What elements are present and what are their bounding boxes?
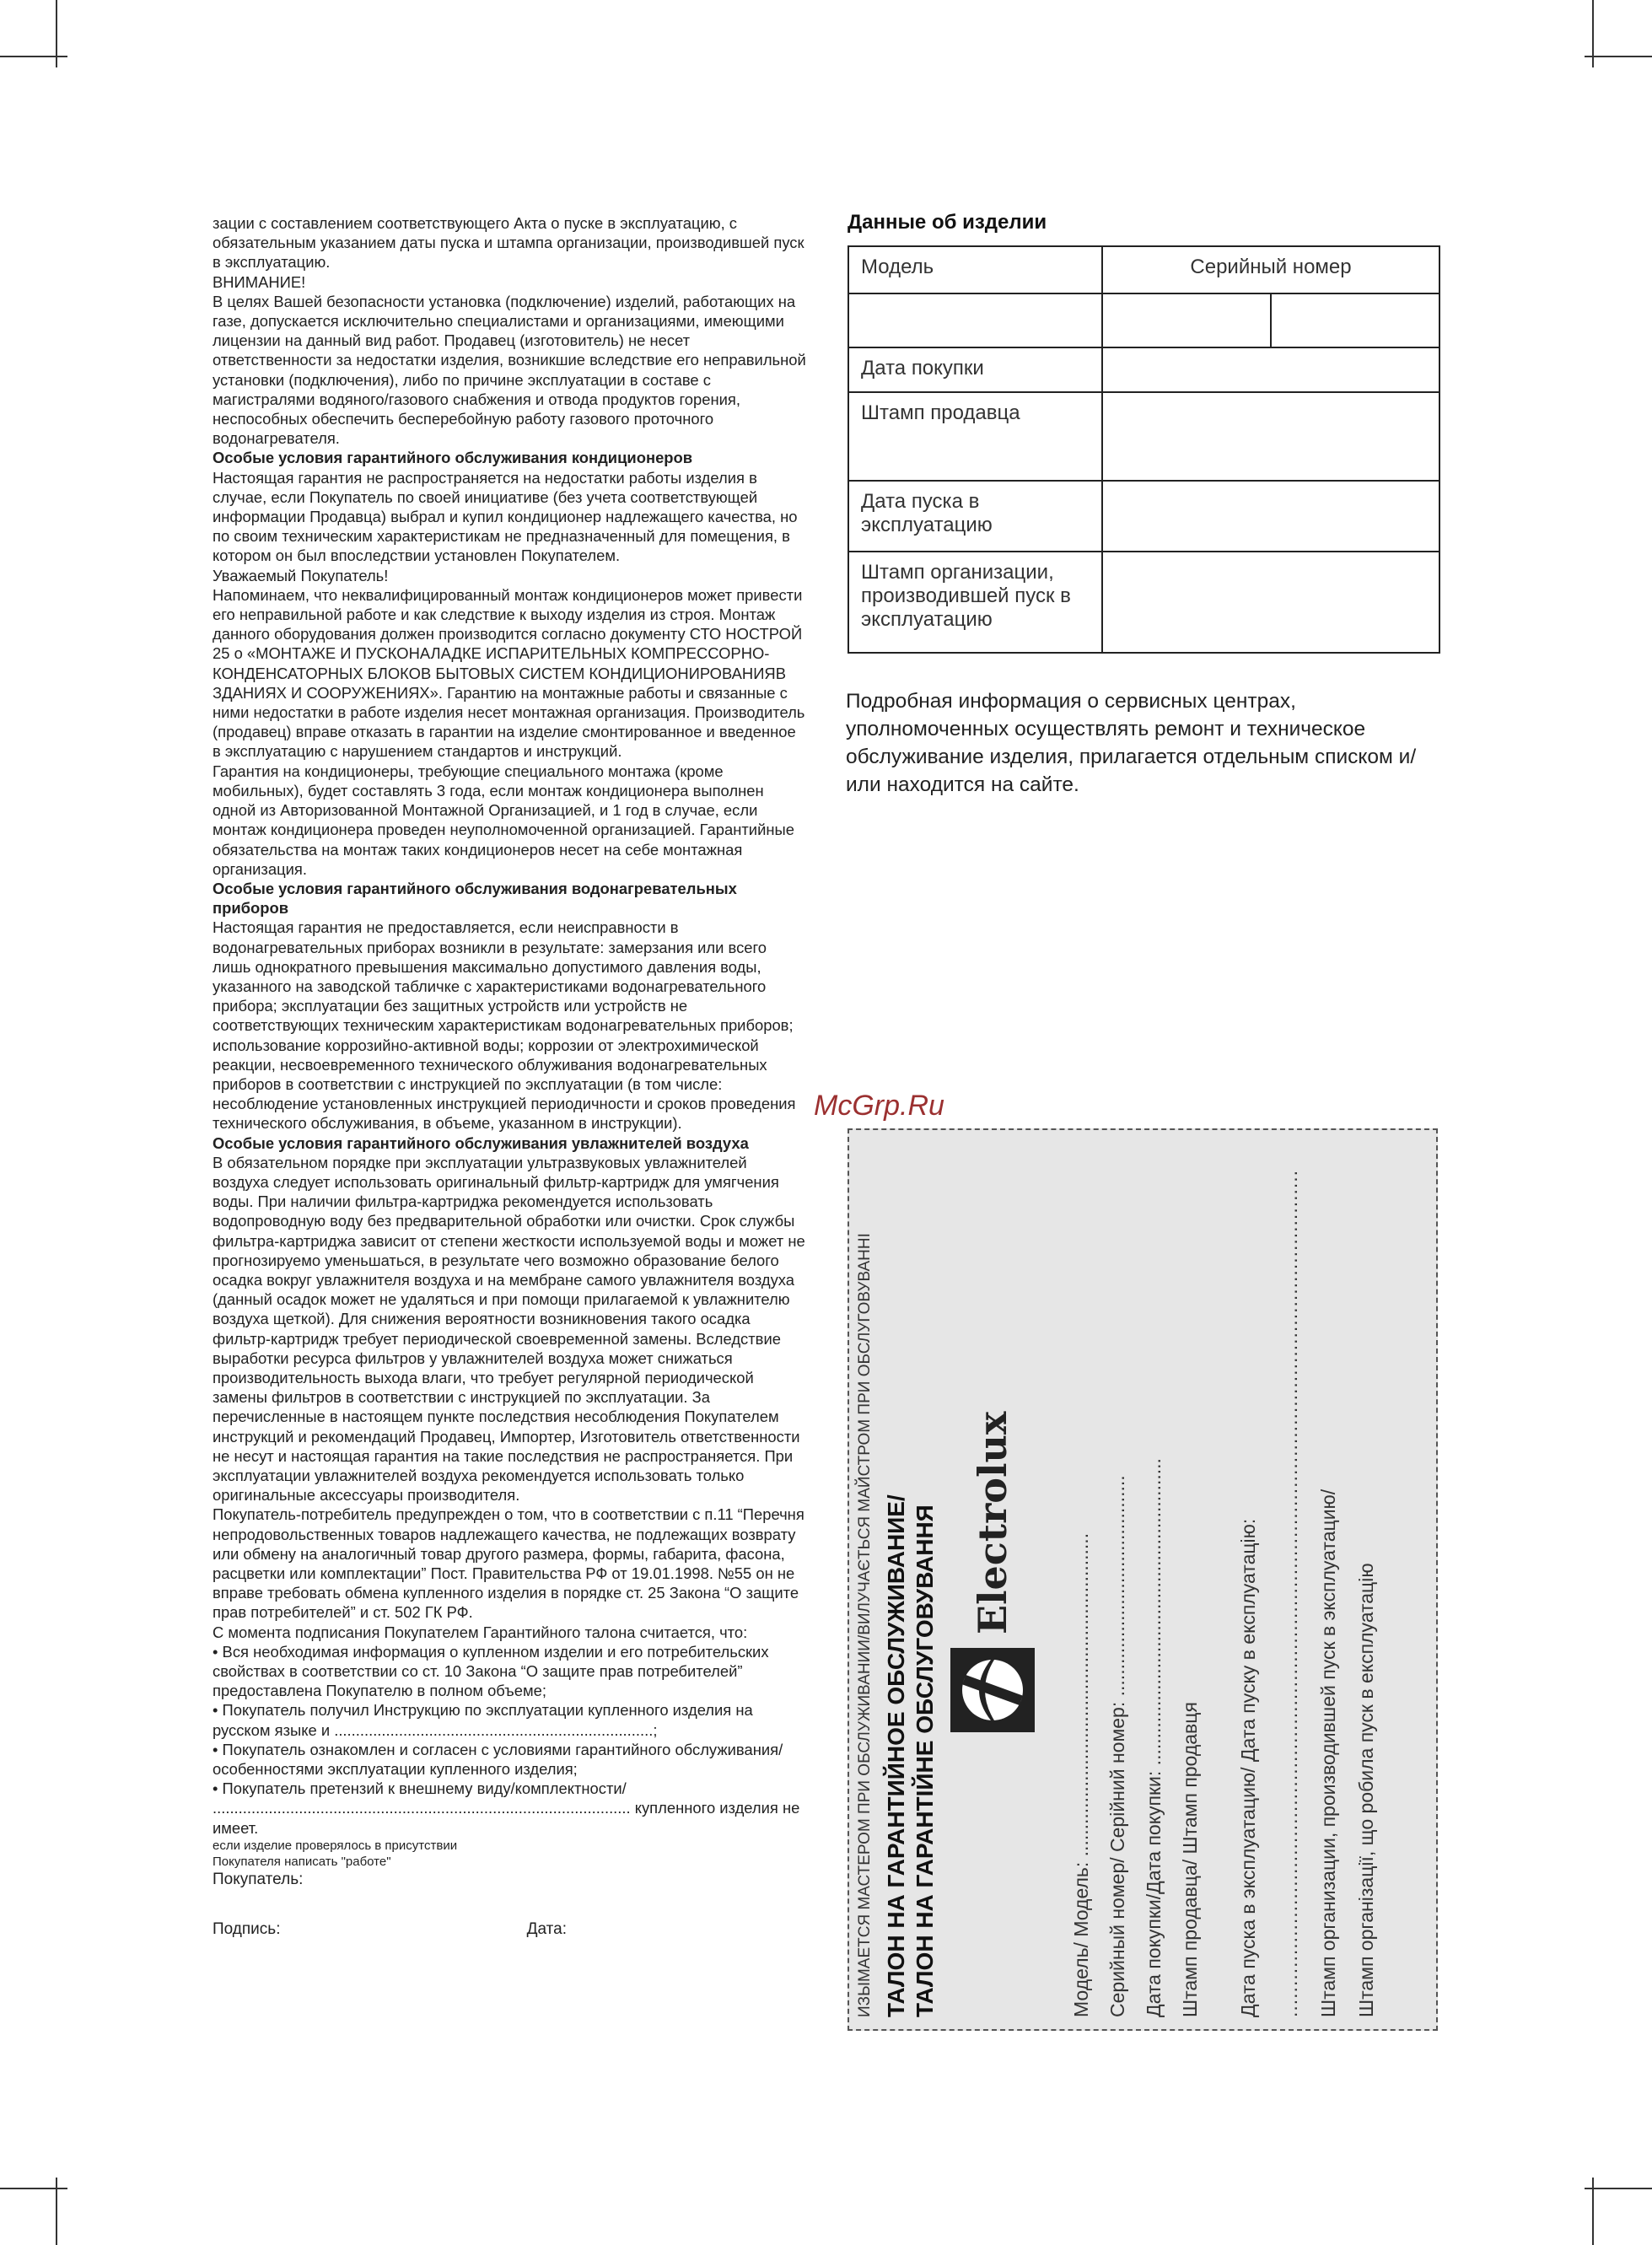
coupon-top-text: ИЗЫМАЕТСЯ МАСТЕРОМ ПРИ ОБСЛУЖИВАНИИ/ВИЛУЧАЄТЬСЯ МАЙСТРОМ ПРИ ОБСЛУГОВУВАННІ <box>856 1233 874 2017</box>
warranty-conditions-text <box>213 213 807 1939</box>
paragraph: Уважаемый Покупатель! <box>213 566 389 584</box>
coupon-title-ru: ТАЛОН НА ГАРАНТИЙНОЕ ОБСЛУЖИВАНИЕ/ <box>883 1494 909 2017</box>
bullet-item: • Покупатель получил Инструкцию по эксплуатации купленного изделия на русском языке и ..........................................................................; <box>213 1701 753 1739</box>
coupon-start-date-field[interactable]: Дата пуска в эксплуатацию/ Дата пуску в експлуатацію: <box>1237 1518 1259 2017</box>
product-data-table <box>848 245 1440 654</box>
crop-mark <box>56 0 57 67</box>
paragraph: Настоящая гарантия не предоставляется, если неисправности в водонагревательных приборах возникли в результате: замерзания или всего лишь однократного превышения максимально допустимого давления воды, указанного на заводской табличке с характеристиками водонагревательного прибора; эксплуатации без защитных устройств или устройств не соответствующих техническим характеристикам водонагревательных приборов; использование коррозийно-активной воды; коррозии от электрохимической реакции, несвоевременного технического облуживания водонагревательных приборов в соответствии с инструкцией по эксплуатации (в том числе: несоблюдение установленных инструкцией периодичности и сроков проведения технического обслуживания, в объеме, указанном в инструкции). <box>213 918 796 1133</box>
paragraph: Настоящая гарантия не распространяется на недостатки работы изделия в случае, если Покупатель по своей инициативе (без учета соответствующей информации Продавца) выбрал и купил кондиционер надлежащего качества, но по своим техническим характеристикам не предназначенный для помещения, в котором он был впоследствии установлен Покупателем. <box>213 468 798 565</box>
section-heading: Особые условия гарантийного обслуживания водонагревательных приборов <box>213 879 737 918</box>
serial-header: Серийный номер <box>1102 246 1439 293</box>
serial-field-2[interactable] <box>1271 293 1439 347</box>
paragraph: С момента подписания Покупателем Гарантийного талона считается, что: <box>213 1623 748 1641</box>
footnote: Покупателя написать "работе" <box>213 1854 391 1869</box>
coupon-org-stamp-ua[interactable]: Штамп організації, що робила пуск в експлуатацію <box>1355 1563 1377 2017</box>
paragraph: ВНИМАНИЕ! <box>213 272 306 291</box>
bullet-item: • Покупатель ознакомлен и согласен с условиями гарантийного обслуживания/особенностями эксплуатации купленного изделия; <box>213 1740 783 1779</box>
paragraph: В целях Вашей безопасности установка (подключение) изделий, работающих на газе, допускается исключительно специалистами и организациями, имеющими лицензии на данный вид работ. Продавец (изготовитель) не несет ответственности за недостатки изделия, возникшие вследствие его неправильной установки (подключения), либо по причине эксплуатации в составе с магистралями водяного/газового снабжения и отвода продуктов горения, неспособных обеспечить бесперебойную работу газового проточного водонагревателя. <box>213 292 806 448</box>
paragraph: зации с составлением соответствующего Акта о пуске в эксплуатацию, с обязательным указанием даты пуска и штампа организации, производившей пуск в эксплуатацию. <box>213 214 804 272</box>
start-date-field[interactable] <box>1102 481 1439 552</box>
purchase-date-label: Дата покупки <box>848 347 1102 392</box>
product-data-title: Данные об изделии <box>848 211 1047 234</box>
coupon-model-field[interactable]: Модель/ Модель: ............................................................ <box>1070 1532 1092 2017</box>
buyer-label: Покупатель: <box>213 1870 304 1888</box>
watermark: McGrp.Ru <box>814 1090 944 1122</box>
footnote: если изделие проверялось в присутствии <box>213 1838 458 1853</box>
coupon-title-ua: ТАЛОН НА ГАРАНТІЙНЕ ОБСЛУГОВУВАННЯ <box>912 1505 938 2017</box>
signature-label: Подпись: <box>213 1920 281 1939</box>
brand-name: Electrolux <box>970 1411 1015 1634</box>
bullet-item: • Вся необходимая информация о купленном изделии и его потребительских свойствах в соответствии со ст. 10 Закона “О защите прав потребителей” предоставлена Покупателю в полном объеме; <box>213 1642 769 1700</box>
org-stamp-field[interactable] <box>1102 552 1439 653</box>
signature-row <box>213 1919 567 1939</box>
model-header: Модель <box>848 246 1102 293</box>
serial-field[interactable] <box>1102 293 1271 347</box>
paragraph: Покупатель-потребитель предупрежден о том, что в соответствии с п.11 “Перечня непродовольственных товаров надлежащего качества, не подлежащих возврату или обмену на аналогичный товар другого размера, формы, габарита, фасона, расцветки или комплектации” Пост. Правительства РФ от 19.01.1998. №55 он не вправе требовать обмена купленного изделия в порядке ст. 25 Закона “О защите прав потребителей” и ст. 502 ГК РФ. <box>213 1505 804 1622</box>
section-heading: Особые условия гарантийного обслуживания увлажнителей воздуха <box>213 1133 749 1152</box>
start-date-label: Дата пуска в эксплуатацию <box>848 481 1102 552</box>
coupon-purchase-date-field[interactable]: Дата покупки/Дата покупки: ......................................................... <box>1143 1458 1165 2017</box>
crop-mark <box>0 2188 67 2189</box>
coupon-content <box>849 1130 1436 2029</box>
crop-mark <box>1585 56 1652 57</box>
electrolux-logo-icon <box>950 1648 1035 1732</box>
coupon-dotted-line: ........................................................................................................................................ <box>1279 1169 1301 2017</box>
brand-logo <box>950 1412 1035 1732</box>
coupon-seller-stamp-field[interactable]: Штамп продавца/ Штамп продавця <box>1179 1702 1201 2017</box>
bullet-item: • Покупатель претензий к внешнему виду/комплектности/ ................................................................................................. купленного изделия не имеет. <box>213 1779 800 1837</box>
service-info-text: Подробная информация о сервисных центрах, уполномоченных осуществлять ремонт и техническое обслуживание изделия, прилагается отдельным списком и/или находится на сайте. <box>846 690 1417 796</box>
paragraph: Гарантия на кондиционеры, требующие специального монтажа (кроме мобильных), будет составлять 3 года, если монтаж кондиционера выполнен одной из Авторизованной Монтажной Организацией, и 1 год в случае, если монтаж кондиционера проведен неуполномоченной организацией. Гарантийные обязательства на монтаж таких кондиционеров несет на себе монтажная организация. <box>213 762 794 878</box>
org-stamp-label: Штамп организации, производившей пуск в эксплуатацию <box>848 552 1102 653</box>
coupon-org-stamp-ru[interactable]: Штамп организации, производившей пуск в эксплуатацию/ <box>1317 1489 1339 2017</box>
paragraph: В обязательном порядке при эксплуатации ультразвуковых увлажнителей воздуха следует использовать оригинальный фильтр-картридж для умягчения воды. При наличии фильтра-картриджа рекомендуется использовать водопроводную воду без предварительной обработки или очистки. Срок службы фильтра-картриджа зависит от степени жесткости используемой воды и может не прогнозируемо уменьшаться, в результате чего возможно образование белого осадка вокруг увлажнителя воздуха и на мембране самого увлажнителя воздуха (данный осадок может не удаляться и при помощи прилагаемой к увлажнителю воздуха щеткой). Для снижения вероятности возникновения такого осадка фильтр-картридж требует периодической своевременной замены. Вследствие выработки ресурса фильтров у увлажнителей воздуха может снижаться производительность выхода влаги, что требует регулярной периодической замены фильтров в соответствии с инструкцией по эксплуатации. За перечисленные в настоящем пункте последствия несоблюдения Покупателем инструкций и рекомендаций Продавец, Импортер, Изготовитель ответственности не несут и настоящая гарантия на такие последствия не распространяется. При эксплуатации увлажнителей воздуха рекомендуется использовать только оригинальные аксессуары производителя. <box>213 1153 805 1505</box>
model-field[interactable] <box>848 293 1102 347</box>
seller-stamp-label: Штамп продавца <box>848 392 1102 481</box>
purchase-date-field[interactable] <box>1102 347 1439 392</box>
crop-mark <box>0 56 67 57</box>
crop-mark <box>1585 2188 1652 2189</box>
coupon-serial-field[interactable]: Серийный номер/ Серійний номер: ......................................... <box>1106 1475 1128 2017</box>
date-label: Дата: <box>526 1920 567 1939</box>
seller-stamp-field[interactable] <box>1102 392 1439 481</box>
paragraph: Напоминаем, что неквалифицированный монтаж кондиционеров может привести его неправильной работе и как следствие к выходу изделия из строя. Монтаж данного оборудования должен производится согласно документу СТО НОСТРОЙ 25 о «МОНТАЖЕ И ПУСКОНАЛАДКЕ ИСПАРИТЕЛЬНЫХ КОМПРЕССОРНО-КОНДЕНСАТОРНЫХ БЛОКОВ БЫТОВЫХ СИСТЕМ КОНДИЦИОНИРОВАНИЯВ ЗДАНИЯХ И СООРУЖЕНИЯХ». Гарантию на монтажные работы и связанные с ними недостатки в работе изделия несет монтажная организация. Производитель (продавец) вправе отказать в гарантии на изделие смонтированное и введенное в эксплуатацию с нарушением стандартов и инструкций. <box>213 585 805 761</box>
section-heading: Особые условия гарантийного обслуживания кондиционеров <box>213 449 693 467</box>
warranty-coupon <box>848 1128 1438 2031</box>
crop-mark <box>1592 0 1594 67</box>
